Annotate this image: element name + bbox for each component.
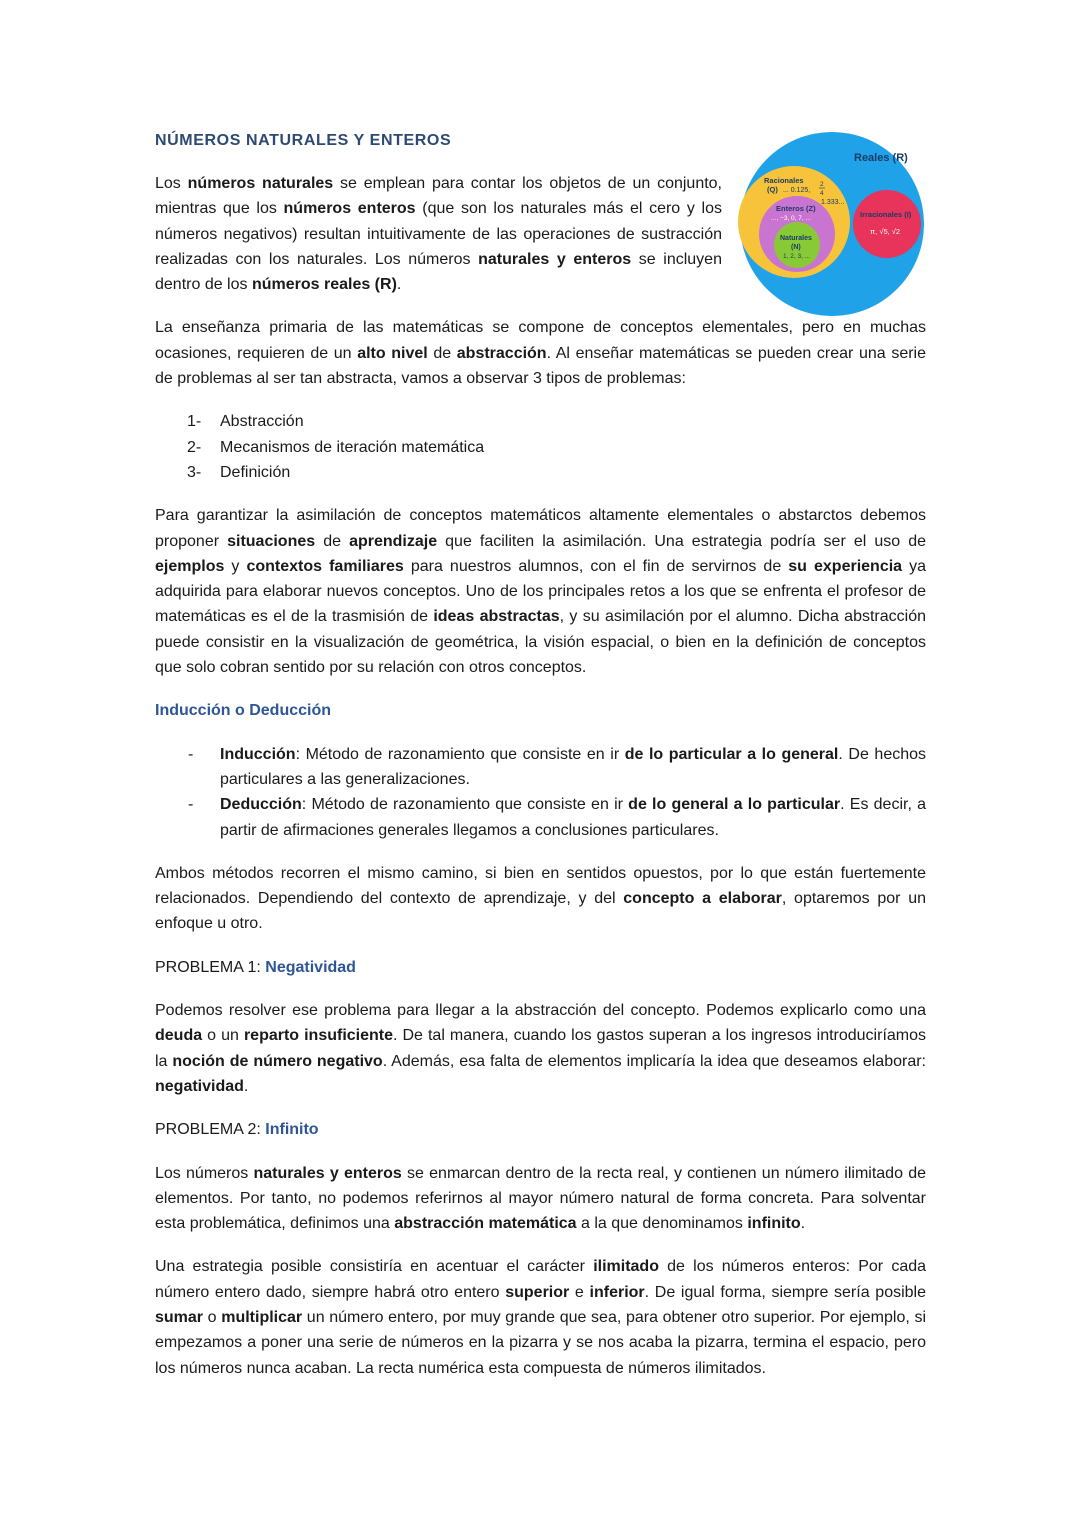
list-text: Abstracción	[220, 413, 304, 431]
problem-label: PROBLEMA 2:	[155, 1121, 266, 1139]
text-segment: : Método de razonamiento que consiste en ir	[295, 745, 625, 763]
naturales-label: Naturales	[780, 235, 812, 242]
paragraph-abstraction	[155, 315, 926, 391]
text-segment: se incluyen dentro de los	[155, 250, 722, 294]
list-item	[155, 409, 926, 434]
text-segment: para nuestros alumnos, con el fin de servirnos de	[403, 557, 789, 575]
text-segment: . Al enseñar matemáticas se pueden crear una serie de problemas al ser tan abstracta, vamos a observar 3 tipos de problemas:	[155, 344, 926, 388]
text-segment: a la que denominamos	[576, 1215, 748, 1233]
text-segment: y	[224, 557, 247, 575]
text-segment: : Método de razonamiento que consiste en ir	[301, 796, 629, 814]
racionales-label: Racionales	[764, 176, 804, 185]
bold-text: Inducción	[220, 745, 296, 763]
method-text	[220, 746, 926, 788]
bold-text: negatividad	[155, 1077, 244, 1095]
text-segment: .	[800, 1215, 806, 1233]
bold-text: su experiencia	[788, 557, 903, 575]
text-segment: de	[427, 344, 457, 362]
naturales-symbol: (N)	[791, 244, 801, 251]
text-segment: se enmarcan dentro de la recta real, y contienen un número ilimitado de elementos. Por tanto, no podemos referirnos al mayor número natural de forma concreta. Para solventar esta problemática, definimos una	[155, 1164, 926, 1233]
bold-text: de lo general a lo particular	[628, 796, 841, 814]
text-segment: , optaremos por un enfoque u otro.	[155, 890, 927, 933]
text-segment: . Es decir, a partir de afirmaciones generales llegamos a conclusiones particulares.	[220, 796, 927, 839]
bold-text: noción de número negativo	[172, 1052, 383, 1070]
text-segment: de los números enteros: Por cada número entero dado, siempre habrá otro entero	[155, 1258, 927, 1301]
text-segment: e	[569, 1283, 590, 1301]
paragraph-infinito	[155, 1161, 926, 1237]
bold-text: naturales y enteros	[478, 250, 632, 268]
racionales-fraction-denominator: 4	[820, 190, 824, 197]
bold-text: números enteros	[283, 200, 416, 218]
bold-text: ideas abstractas	[433, 608, 560, 626]
bold-text: alto nivel	[357, 344, 428, 362]
subheading-induccion-deduccion: Inducción o Deducción	[155, 702, 332, 720]
text-segment: se emplean para contar los objetos de un conjunto, mientras que los	[155, 175, 723, 218]
bold-text: superior	[505, 1283, 570, 1301]
text-segment: Para garantizar la asimilación de conceptos matemáticos altamente elementales o abstarctos debemos proponer	[155, 507, 926, 550]
bold-text: abstracción	[456, 344, 547, 362]
text-segment: o un	[202, 1027, 244, 1045]
text-segment: .	[396, 276, 402, 294]
bold-text: multiplicar	[221, 1308, 303, 1326]
racionales-fraction-numerator: 2	[820, 181, 824, 188]
list-text: Mecanismos de iteración matemática	[220, 438, 485, 456]
enteros-values: ..., −3, 0, 7, ...	[771, 215, 811, 222]
text-segment: , y su asimilación por el alumno. Dicha abstracción puede consistir en la visualización de geométrica, la visión espacial, o bien en la definición de conceptos que solo cobran sentido por su relación con otros conceptos.	[155, 608, 926, 677]
paragraph-ilimitado	[155, 1254, 926, 1380]
bold-text: concepto a elaborar	[623, 890, 782, 908]
bold-text: de lo particular a lo general	[624, 745, 839, 763]
bold-text: contextos familiares	[246, 557, 404, 575]
method-text	[220, 796, 926, 838]
list-number: 1-	[187, 413, 202, 431]
paragraph-methods	[155, 861, 926, 937]
list-item	[155, 435, 926, 460]
bold-text: inferior	[589, 1283, 645, 1301]
bold-text: números reales (R)	[251, 276, 397, 294]
list-text: Definición	[220, 463, 291, 481]
list-item	[155, 460, 926, 485]
text-segment: Una estrategia posible consistiría en acentuar el carácter	[155, 1258, 594, 1276]
racionales-values-2: 1.333...	[821, 199, 845, 206]
text-segment: Los	[155, 175, 188, 192]
text-segment: que faciliten la asimilación. Una estrategia podría ser el uso de	[437, 532, 926, 550]
naturales-values: 1, 2, 3, ...	[783, 253, 811, 260]
list-number: 3-	[187, 463, 202, 481]
text-segment: . Además, esa falta de elementos implicaría la idea que deseamos elaborar:	[382, 1052, 926, 1070]
enteros-label: Enteros (Z)	[776, 204, 816, 213]
problem-1-heading	[155, 955, 926, 980]
text-segment: un número entero, por muy grande que sea, para obtener otro superior. Por ejemplo, si empezamos a poner una serie de números en la pizarra y se nos acaba la pizarra, termina el espacio, pero los números nunca acaban. La recta numérica esta compuesta de números ilimitados.	[155, 1308, 926, 1377]
bold-text: abstracción matemática	[394, 1215, 577, 1233]
bold-text: aprendizaje	[349, 532, 438, 550]
text-segment: Ambos métodos recorren el mismo camino, si bien en sentidos opuestos, por lo que están fuertemente relacionados. Dependiendo del contexto de aprendizaje, y del	[155, 864, 926, 908]
problem-types-list	[155, 409, 926, 485]
racionales-values: ... 0.125,	[783, 187, 811, 194]
text-segment: . De tal manera, cuando los gastos superan a los ingresos introduciríamos la	[155, 1027, 927, 1070]
paragraph-negatividad	[155, 998, 926, 1099]
bold-text: ejemplos	[155, 557, 225, 575]
irracionales-label: Irracionales (I)	[860, 210, 912, 219]
dash-marker: -	[188, 745, 194, 763]
bold-text: infinito	[747, 1215, 801, 1233]
problem-name: Infinito	[265, 1121, 319, 1139]
problem-name: Negatividad	[265, 958, 356, 976]
dash-marker: -	[188, 796, 194, 814]
bold-text: deuda	[155, 1027, 203, 1045]
paragraph-strategy	[155, 503, 926, 680]
method-item-deduccion	[155, 792, 926, 843]
problem-label: PROBLEMA 1:	[155, 958, 266, 976]
irracionales-values: π, √5, √2	[870, 227, 901, 236]
bold-text: situaciones	[227, 532, 316, 550]
section-title: NÚMEROS NATURALES Y ENTEROS	[155, 132, 452, 149]
list-number: 2-	[187, 438, 202, 456]
text-segment: .	[243, 1077, 249, 1095]
bold-text: números naturales	[187, 175, 334, 192]
text-segment: . De igual forma, siempre sería posible	[644, 1283, 926, 1301]
text-segment: de	[315, 532, 350, 550]
text-segment: o	[203, 1308, 222, 1326]
reales-label: Reales (R)	[854, 152, 908, 164]
text-segment: ya adquirida para elaborar nuevos conceptos. Uno de los principales retos a los que se enfrenta el profesor de matemáticas es el de la trasmisión de	[155, 557, 927, 626]
text-segment: . De hechos particulares a las generalizaciones.	[220, 745, 927, 788]
problem-2-heading	[155, 1117, 926, 1142]
bold-text: reparto insuficiente	[243, 1027, 394, 1045]
bold-text: ilimitado	[593, 1258, 659, 1276]
text-segment: Los números	[155, 1164, 254, 1182]
text-segment: Podemos resolver ese problema para llegar a la abstracción del concepto. Podemos explicarlo como una	[155, 1002, 926, 1020]
bold-text: sumar	[155, 1308, 204, 1326]
intro-paragraph	[155, 171, 722, 297]
bold-text: Deducción	[220, 796, 302, 814]
text-segment: La enseñanza primaria de las matemáticas se compone de conceptos elementales, pero en muchas ocasiones, requieren de un	[155, 319, 926, 362]
bold-text: naturales y enteros	[253, 1164, 402, 1182]
racionales-symbol: (Q)	[767, 185, 778, 194]
methods-list	[155, 742, 926, 843]
text-segment: (que son los naturales más el cero y los números negativos) resultan intuitivamente de las operaciones de sustracción realizadas con los naturales. Los números	[155, 200, 723, 268]
document-content	[155, 128, 926, 1399]
method-item-induccion	[155, 742, 926, 793]
